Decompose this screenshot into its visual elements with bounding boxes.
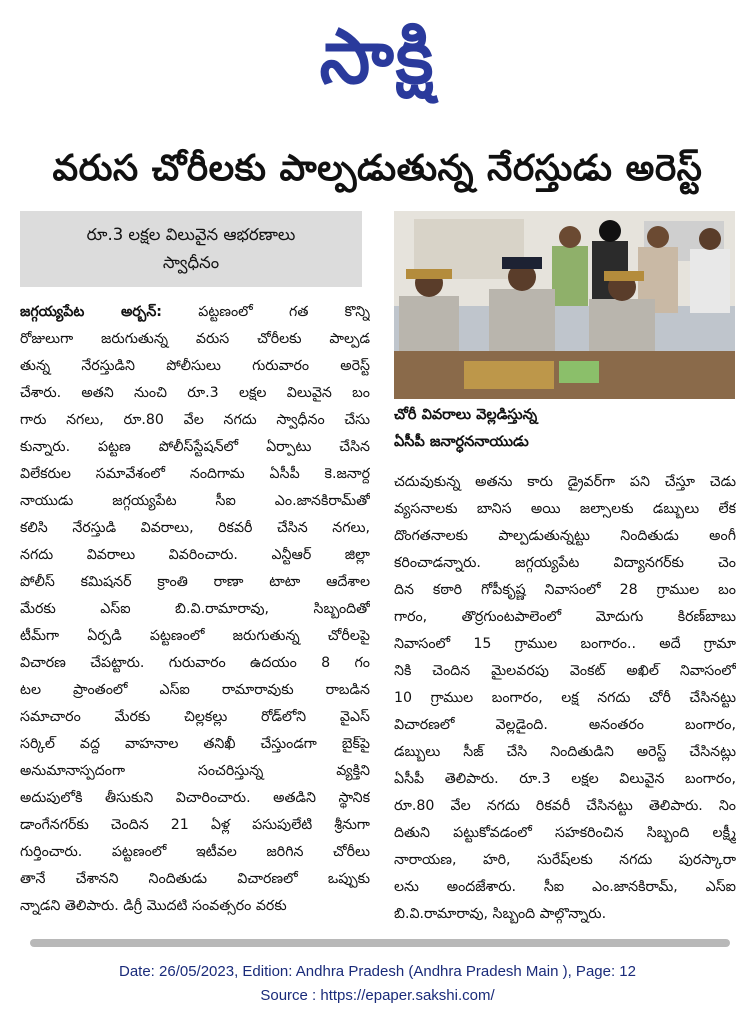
caption-line: ఏసీపీ జనార్ధననాయుడు [394, 434, 529, 450]
article-column-right [394, 469, 736, 931]
article-line: దొంగతనాలకు పాల్పడుతున్నట్టు నిందితుడు అంగీ [394, 528, 736, 544]
article-line: 10 గ్రాముల బంగారం, లక్ష నగదు చోరీ చేసినట్టు [394, 690, 736, 706]
article-line: తున్న నేరస్తుడిని పోలీసులు గురువారం అరెస్ట్ [20, 358, 370, 374]
photo-caption [394, 402, 735, 464]
article-line: ఏసీపీ తెలిపారు. రూ.3 లక్షల విలువైన బంగారం, [394, 771, 736, 787]
article-line: పోలీస్ కమిషనర్ క్రాంతి రాణా టాటా ఆదేశాల [20, 574, 370, 590]
article-line: టీమ్‌గా ఏర్పడి పట్టణంలో జరుగుతున్న చోరీలపై [20, 628, 370, 644]
article-line: తానే చేశానని నిందితుడు విచారణలో ఒప్పుకు [20, 871, 370, 887]
article-line: విచారణ చేపట్టారు. గురువారం ఉదయం 8 గం [20, 655, 370, 671]
article-line: కలిసి నేరస్తుడి వివరాలు, రికవరీ చేసిన నగలు, [20, 520, 370, 536]
article-line: సర్కిల్ వద్ద వాహనాల తనిఖీ చేస్తుండగా బైక్‌పై [20, 736, 370, 752]
page-footer [0, 960, 755, 1020]
article-line: చదువుకున్న అతను కారు డ్రైవర్‌గా పని చేస్తూ చెడు [394, 474, 736, 490]
article-line: సమాచారం మేరకు చిల్లకల్లు రోడ్‌లోని వైఎస్ [20, 709, 370, 725]
article-line: నారాయణ, హరి, సురేష్‌లకు నగదు పురస్కారా [394, 852, 736, 868]
article-line: దితుని పట్టుకోవడంలో సహకరించిన సిబ్బంది లక్ష్మీ [394, 825, 736, 841]
subheadline-line: రూ.3 లక్షల విలువైన ఆభరణాలు [86, 225, 296, 244]
article-line: విలేకరుల సమావేశంలో నందిగామ ఏసీపీ కె.జనార్ద [20, 466, 370, 482]
masthead [0, 0, 755, 112]
article-line: రూ.80 వేల నగదు రికవరీ చేసినట్టు తెలిపారు. నిం [394, 798, 736, 814]
article-line: మేరకు ఎస్ఐ బి.వి.రామారావు, సిబ్బందితో [20, 601, 370, 617]
article-line: నగదు వివరాలు వివరించారు. ఎన్టీఆర్ జిల్లా [20, 547, 370, 563]
article-line: నికి చెందిన మైలవరపు వెంకట్ అఖిల్ నివాసంలో [394, 663, 736, 679]
article-line: డబ్బులు సీజ్ చేసి నిందితుడిని అరెస్ట్ చేసినట్లు [394, 744, 736, 760]
footer-source[interactable]: Source : https://epaper.sakshi.com/ [260, 987, 495, 1004]
dateline: జగ్గయ్యపేట అర్బన్: [20, 304, 162, 320]
press-meet-photo [394, 211, 735, 399]
caption-line: చోరీ వివరాలు వెల్లడిస్తున్న [394, 407, 538, 423]
article-line: టల ప్రాంతంలో ఎస్ఐ రామారావుకు రాబడిన [20, 682, 370, 698]
article-line: కరించాడన్నారు. జగ్గయ్యపేట విద్యానగర్‌కు చెం [394, 555, 736, 571]
article-line: న్నాడని తెలిపారు. డిగ్రీ మొదటి సంవత్సరం వరకు [20, 898, 287, 914]
photo-illustration [394, 211, 735, 399]
article-line: నివాసంలో 15 గ్రాముల బంగారం.. అదే గ్రామా [394, 636, 736, 652]
article-headline: వరుస చోరీలకు పాల్పడుతున్న నేరస్తుడు అరెస్ట్ [52, 148, 703, 189]
article-line: అదుపులోకి తీసుకుని విచారించారు. అతడిని స్థానిక [20, 790, 370, 806]
article-column-left [20, 299, 370, 931]
article-line: చేశారు. అతని నుంచి రూ.3 లక్షల విలువైన బం [20, 385, 370, 401]
article-line: బి.వి.రామారావు, సిబ్బంది పాల్గొన్నారు. [394, 906, 607, 922]
sakshi-logo: సాక్షి [319, 11, 436, 101]
article-line: డాంగేనగర్‌కు చెందిన 21 ఏళ్ల పసుపులేటి శ్రీనుగా [20, 817, 370, 833]
cut-off-text-strip [30, 936, 730, 948]
article-line: గుర్తించారు. పట్టణంలో ఇటీవల జరిగిన చోరీలు [20, 844, 370, 860]
article-line: వ్యసనాలకు బానిస అయి జల్సాలకు డబ్బులు లేక [394, 501, 736, 517]
footer-date-edition: Date: 26/05/2023, Edition: Andhra Pradesh (Andhra Pradesh Main ), Page: 12 [118, 963, 636, 980]
article-line: రోజులుగా జరుగుతున్న వరుస చోరీలకు పాల్పడ [20, 331, 370, 347]
article-line: లను అందజేశారు. సీఐ ఎం.జానకిరామ్, ఎస్ఐ [394, 879, 736, 895]
subheadline-line: స్వాధీనం [162, 253, 220, 272]
article-line: నాయుడు జగ్గయ్యపేట సీఐ ఎం.జానకిరామ్‌తో [20, 493, 370, 509]
subheadline-box [20, 211, 362, 287]
article-line: అనుమానాస్పదంగా సంచరిస్తున్న వ్యక్తిని [20, 763, 370, 779]
article-line: దిన కఠారి గోపీకృష్ణ నివాసంలో 28 గ్రాముల బం [394, 582, 736, 598]
article-line: గారం, తొర్రగుంటపాలెంలో మోదుగు కిరణ్‌బాబు [394, 609, 736, 625]
article-line-text: పట్టణంలో గత కొన్ని [198, 304, 370, 320]
article-line [20, 299, 370, 326]
article-line: గారు నగలు, రూ.80 వేల నగదు స్వాధీనం చేసు [20, 412, 370, 428]
article-line: కున్నారు. పట్టణ పోలీస్‌స్టేషన్‌లో ఏర్పాటు చేసిన [20, 439, 370, 455]
article-line: విచారణలో వెల్లడైంది. అనంతరం బంగారం, [394, 717, 736, 733]
